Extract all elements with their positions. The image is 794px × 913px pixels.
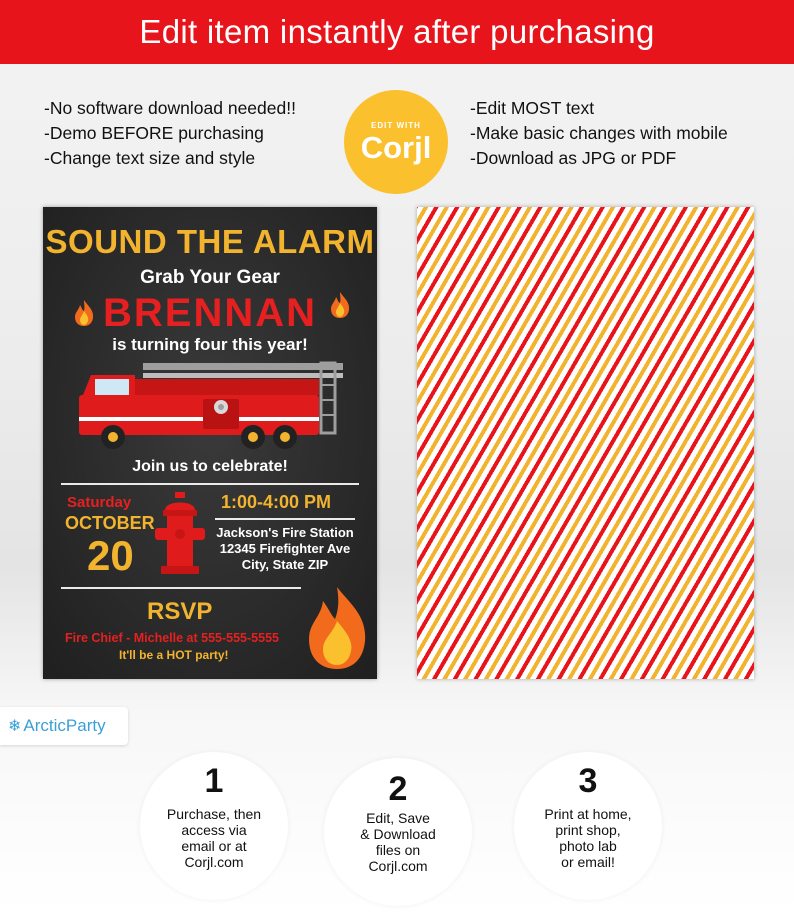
step-description (140, 806, 288, 870)
step-line: Print at home, (544, 806, 632, 822)
feature-item: -Edit MOST text (470, 98, 595, 118)
feature-item: -No software download needed!! (44, 98, 296, 118)
snowflake-icon: ❄ (8, 718, 22, 735)
invitation-card (43, 207, 377, 679)
step-3 (514, 752, 662, 900)
features-list-right (470, 96, 728, 171)
step-number: 3 (578, 762, 598, 800)
invitation-weekday: Saturday (67, 494, 132, 511)
step-line: print shop, (555, 822, 621, 838)
invitation-hot: It'll be a HOT party! (119, 648, 229, 662)
step-line: photo lab (559, 838, 617, 854)
step-line: email or at (181, 838, 247, 854)
corjl-badge (344, 90, 448, 194)
divider (61, 587, 301, 589)
step-1 (140, 752, 288, 900)
step-line: files on (375, 842, 421, 858)
arcticparty-logo (0, 707, 128, 745)
features-list-left (44, 96, 296, 171)
step-line: or email! (561, 854, 615, 870)
corjl-badge-logo: Corjl (360, 129, 432, 165)
invitation-city: City, State ZIP (241, 557, 329, 572)
step-number: 1 (204, 762, 224, 800)
step-2 (324, 758, 472, 906)
pattern-card (417, 207, 754, 679)
step-line: Corjl.com (184, 854, 244, 870)
feature-item: -Make basic changes with mobile (470, 123, 728, 143)
invitation-subtitle: Grab Your Gear (140, 267, 280, 288)
step-number: 2 (388, 770, 408, 808)
step-line: Corjl.com (368, 858, 428, 874)
flame-icon (305, 585, 369, 671)
invitation-rsvp: RSVP (147, 598, 213, 625)
feature-item: -Change text size and style (44, 148, 256, 168)
top-banner (0, 0, 794, 64)
step-line: Purchase, then (166, 806, 262, 822)
invitation-time: 1:00-4:00 PM (221, 492, 332, 512)
divider (215, 518, 355, 520)
fire-hydrant-icon (153, 492, 207, 578)
corjl-badge-small: EDIT WITH (371, 120, 421, 130)
step-line: & Download (360, 826, 436, 842)
invitation-venue: Jackson's Fire Station (216, 525, 354, 540)
invitation-title: SOUND THE ALARM (45, 223, 375, 260)
feature-item: -Download as JPG or PDF (470, 148, 677, 168)
step-line: Edit, Save (366, 810, 430, 826)
divider (61, 483, 359, 485)
step-line: access via (181, 822, 247, 838)
invitation-month: OCTOBER (65, 513, 155, 533)
step-description (324, 810, 472, 874)
flame-icon (329, 291, 351, 319)
invitation-name: BRENNAN (103, 291, 317, 335)
feature-item: -Demo BEFORE purchasing (44, 123, 264, 143)
invitation-turning: is turning four this year! (112, 335, 308, 354)
invitation-address: 12345 Firefighter Ave (219, 541, 351, 556)
banner-text: Edit item instantly after purchasing (139, 13, 655, 50)
fire-truck-icon (73, 355, 353, 450)
invitation-day: 20 (87, 532, 134, 579)
logo-text: ArcticParty (23, 716, 106, 735)
invitation-join: Join us to celebrate! (132, 458, 288, 475)
invitation-contact: Fire Chief - Michelle at 555-555-5555 (65, 631, 279, 645)
step-description (514, 806, 662, 870)
